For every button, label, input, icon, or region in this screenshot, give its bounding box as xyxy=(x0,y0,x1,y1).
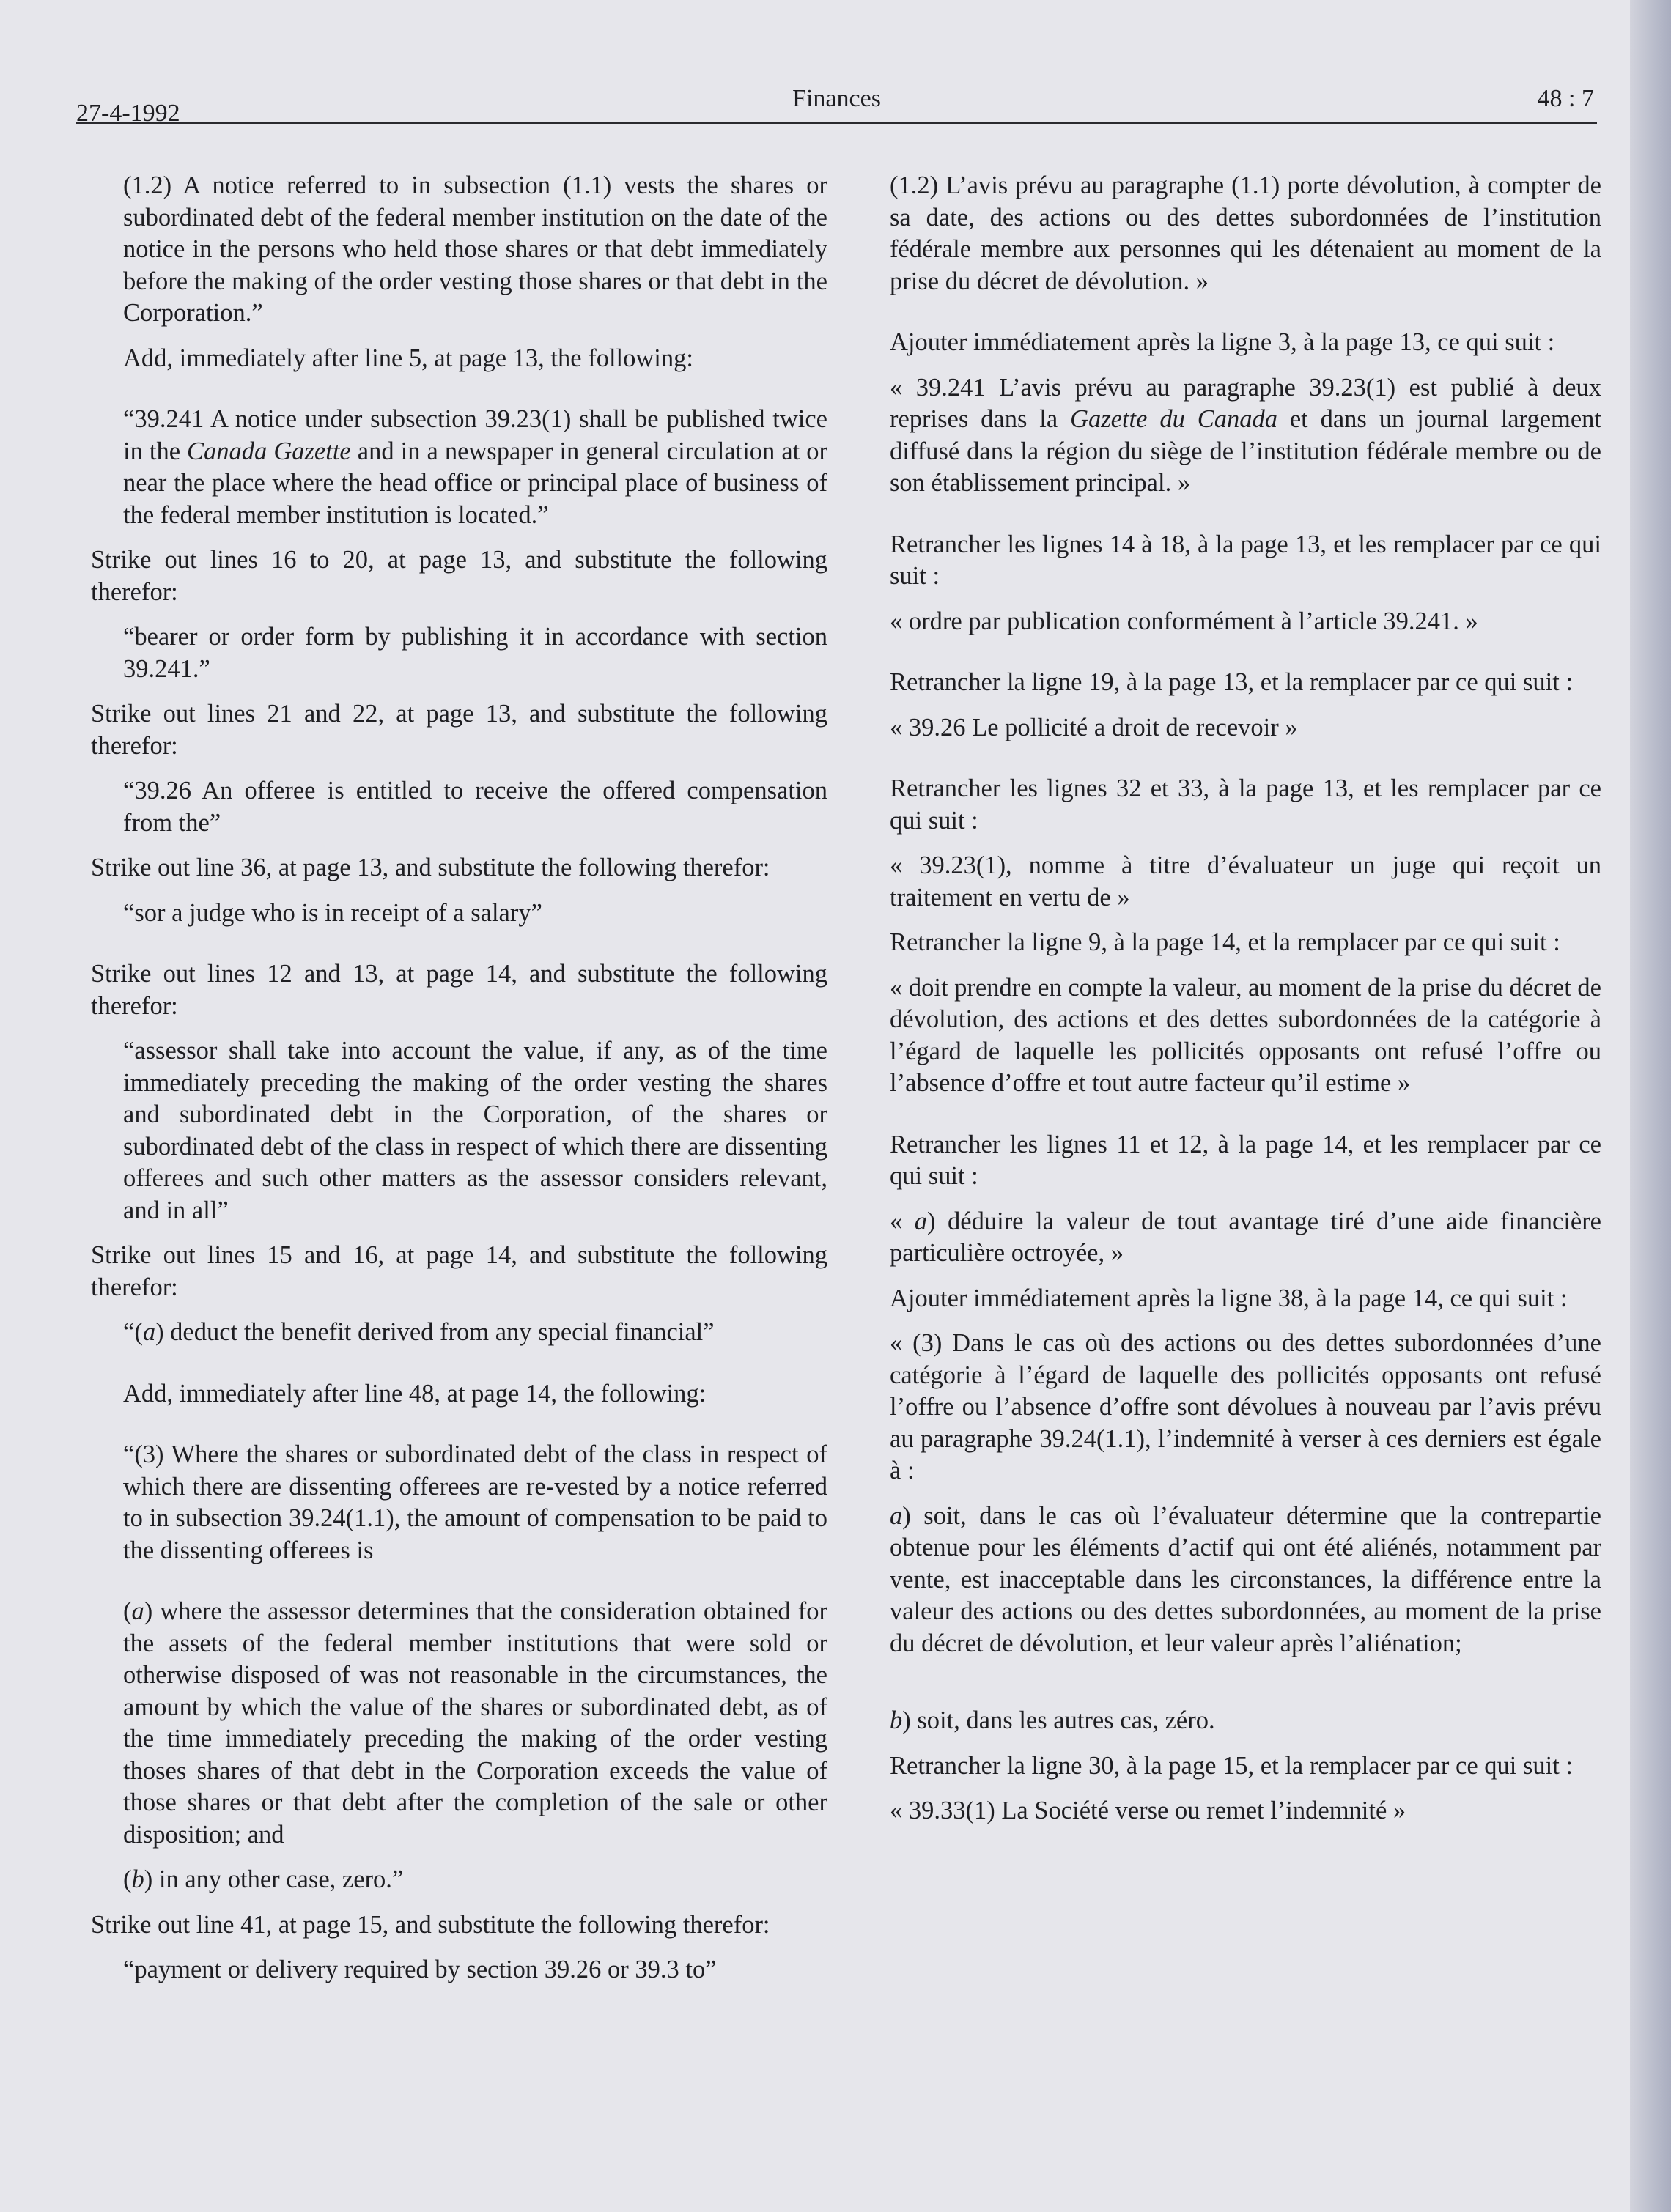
instruction: Retrancher les lignes 14 à 18, à la page 13, et les remplacer par ce qui suit : xyxy=(890,530,1601,590)
quoted-paragraph-a: a) soit, dans le cas où l’évaluateur détermine que la contrepartie obtenue pour les éléments d’actif qui ont été aliénés, notamment par vente, est inacceptable dans les circonstances, la différence entre la valeur des actions ou des dettes subordonnées, au moment de la prise du décret de dévolution, et leur valeur après l’aliénation; xyxy=(890,1501,1601,1657)
page-edge-shadow xyxy=(1630,0,1671,2212)
quoted-text: « a) déduire la valeur de tout avantage tiré d’une aide financière particulière octroyée, » xyxy=(890,1207,1601,1267)
instruction: Strike out lines 21 and 22, at page 13, and substitute the following therefor: xyxy=(91,700,827,760)
instruction: Retrancher les lignes 32 et 33, à la page 13, et les remplacer par ce qui suit : xyxy=(890,774,1601,835)
quoted-text: « doit prendre en compte la valeur, au moment de la prise du décret de dévolution, des actions et des dettes subordonnées de la catégorie à l’égard de laquelle les pollicités opposants ont refusé l’offre ou l’absence d’offre et tout autre facteur qu’il estime » xyxy=(890,973,1601,1097)
french-column xyxy=(857,170,1601,1841)
header-date: 27-4-1992 xyxy=(76,100,180,127)
header-title: Finances xyxy=(792,85,881,112)
section-text: (1.2) A notice referred to in subsection (1.1) vests the shares or subordinated debt of the federal member institution on the date of the notice in the persons who held those shares or that debt immediately before the making of the order vesting those shares or that debt in the Corporation.” xyxy=(123,171,827,327)
quoted-text: « 39.26 Le pollicité a droit de recevoir » xyxy=(890,713,1298,741)
instruction: Strike out lines 12 and 13, at page 14, and substitute the following therefor: xyxy=(91,960,827,1020)
instruction: Retrancher la ligne 19, à la page 13, et la remplacer par ce qui suit : xyxy=(890,668,1574,696)
instruction: Strike out lines 15 and 16, at page 14, and substitute the following therefor: xyxy=(91,1241,827,1301)
quoted-text: “assessor shall take into account the value, if any, as of the time immediately preceding the making of the order vesting the shares and subordinated debt in the Corporation, of the shares or subordinated debt of the class in respect of which there are dissenting offerees and such other matters as the assessor considers relevant, and in all” xyxy=(123,1037,827,1224)
instruction: Strike out line 36, at page 13, and substitute the following therefor: xyxy=(91,854,770,881)
quoted-text: « ordre par publication conformément à l’article 39.241. » xyxy=(890,607,1478,635)
quoted-text: “bearer or order form by publishing it in accordance with section 39.241.” xyxy=(123,623,827,683)
quoted-paragraph-a: (a) where the assessor determines that the consideration obtained for the assets of the federal member institutions that were sold or otherwise disposed of was not reasonable in the circumstances, the amount by which the value of the shares or subordinated debt, as of the time immediately preceding the making of the order vesting thoses shares of that debt in the Corporation exceeds the value of those shares or that debt after the completion of the sale or other disposition; and xyxy=(123,1597,827,1849)
quoted-text: “(a) deduct the benefit derived from any special financial” xyxy=(123,1318,715,1346)
instruction: Strike out lines 16 to 20, at page 13, and substitute the following therefor: xyxy=(91,546,827,606)
page-number: 48 : 7 xyxy=(1537,85,1594,112)
instruction: Add, immediately after line 5, at page 13, the following: xyxy=(123,344,693,372)
quoted-text: “sor a judge who is in receipt of a salary” xyxy=(123,898,542,927)
instruction: Add, immediately after line 48, at page 14, the following: xyxy=(123,1379,707,1408)
instruction: Retrancher les lignes 11 et 12, à la page 14, et les remplacer par ce qui suit : xyxy=(890,1130,1601,1190)
quoted-text: “(3) Where the shares or subordinated debt of the class in respect of which there are dissenting offerees are re-vested by a notice referred to in subsection 39.24(1.1), the amount of compensation to be paid to the dissenting offerees is xyxy=(123,1440,827,1564)
english-column xyxy=(91,170,827,2000)
instruction: Retrancher la ligne 30, à la page 15, et la remplacer par ce qui suit : xyxy=(890,1751,1574,1780)
instruction: Ajouter immédiatement après la ligne 3, à la page 13, ce qui suit : xyxy=(890,328,1555,356)
quoted-paragraph-b: (b) in any other case, zero.” xyxy=(123,1865,404,1893)
quoted-text: “39.241 A notice under subsection 39.23(1) shall be published twice in the Canada Gazette and in a newspaper in general circulation at or near the place where the head office or principal place of business of the federal member institution is located.” xyxy=(123,405,827,529)
quoted-text: « 39.241 L’avis prévu au paragraphe 39.23(1) est publié à deux reprises dans la Gazette du Canada et dans un journal largement diffusé dans la région du siège de l’institution fédérale membre ou de son établissement principal. » xyxy=(890,373,1602,497)
section-text: (1.2) L’avis prévu au paragraphe (1.1) porte dévolution, à compter de sa date, des actions ou des dettes subordonnées de l’institution fédérale membre aux personnes qui les détenaient au moment de la prise du décret de dévolution. » xyxy=(890,171,1601,295)
quoted-text: “payment or delivery required by section 39.26 or 39.3 to” xyxy=(123,1956,717,1983)
instruction: Retrancher la ligne 9, à la page 14, et la remplacer par ce qui suit : xyxy=(890,928,1560,956)
quoted-paragraph-b: b) soit, dans les autres cas, zéro. xyxy=(890,1706,1215,1734)
instruction: Ajouter immédiatement après la ligne 38, à la page 14, ce qui suit : xyxy=(890,1284,1568,1312)
quoted-text: « (3) Dans le cas où des actions ou des dettes subordonnées d’une catégorie à l’égard de laquelle des pollicités opposants ont refusé l’offre ou l’absence d’offre sont dévolues à nouveau par l’avis prévu au paragraphe 39.24(1.1), l’indemnité à verser à ces derniers est égale à : xyxy=(890,1329,1601,1484)
quoted-text: “39.26 An offeree is entitled to receive the offered compensation from the” xyxy=(123,777,827,837)
page-header xyxy=(76,82,1597,127)
instruction: Strike out line 41, at page 15, and substitute the following therefor: xyxy=(91,1910,770,1939)
quoted-text: « 39.33(1) La Société verse ou remet l’indemnité » xyxy=(890,1797,1406,1824)
quoted-text: « 39.23(1), nomme à titre d’évaluateur un juge qui reçoit un traitement en vertu de » xyxy=(890,851,1601,911)
